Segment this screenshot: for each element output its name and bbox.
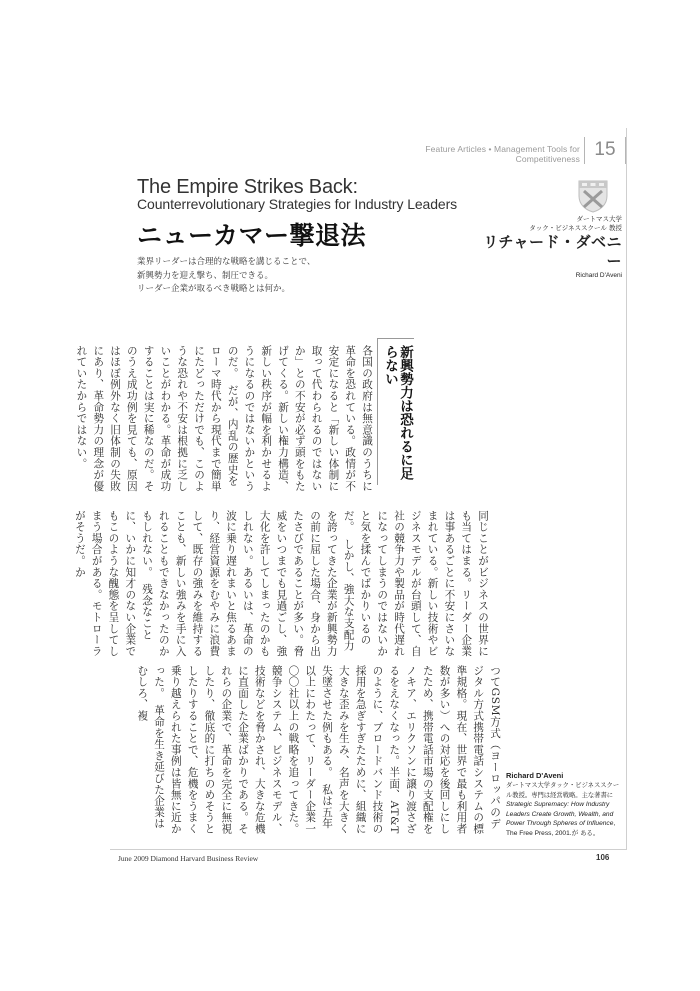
bio-text: ダートマス大学タック・ビジネススクール教授。専門は経営戦略。主な著書に bbox=[506, 782, 620, 799]
title-english-line2: Counterrevolutionary Strategies for Industry Leaders bbox=[137, 196, 458, 212]
lede-line: 新興勢力を迎え撃ち、制圧できる。 bbox=[137, 270, 274, 281]
section-heading-box bbox=[377, 338, 414, 485]
author-title: タック・ビジネススクール 教授 bbox=[529, 224, 622, 232]
body-text-upper: 各国の政府は無意識のうちに革命を恐れている。政情が不安定になると「新しい体制に取って代わられるのではないか」との不安が必ず頭をもたげてくる。新しい権力構造、新しい秩序が幅を利かせるようになるのではないかというのだ。 だが、内乱の歴史をローマ時代から現代まで簡単にたどっただけでも、このような恐れや不安は根拠に乏しいことがわかる。革命が成功することは実に稀なのだ。そのうえ成功例を見ても、原因はほぼ例外なく旧体制の失敗にあり、革命勢力の理念が優れていたからではない。 bbox=[75, 345, 373, 492]
author-affiliation: ダートマス大学 bbox=[576, 215, 622, 223]
author-name-japanese: リチャード・ダベニー bbox=[483, 233, 622, 270]
bio-name: Richard D'Aveni bbox=[506, 771, 564, 780]
body-text-lower: つてGSM方式（ヨーロッパのデジタル方式携帯電話システムの標準規格。現在、世界で最も利用者数が多い）への対応を後回しにしたため、携帯電話市場の支配権をノキア、エリクソンに譲り渡さざるをえなくなった。半面、AT&Tのように、ブロードバンド技術の採用を急ぎすぎたために、組織に大きな歪みを生み、名声を大きく失墜させた例もある。 私は五年以上にわたって、リーダー企業一〇〇社以上の戦略を追ってきた。競争システム、ビジネスモデル、技術などを脅かされ、大きな危機に直面した企業ばかりである。それらの企業で、革命を完全に無視したり、徹底的に打ちのめそうとしたりすることで、危機をうまく乗り越えられた事例は皆無に近かった。 革命を生き延びた企業はむしろ、複 bbox=[136, 665, 501, 835]
author-name-english: Richard D'Aveni bbox=[575, 272, 622, 279]
lede-line: リーダー企業が取るべき戦略とは何か。 bbox=[137, 284, 291, 294]
section-number-box bbox=[584, 137, 626, 164]
lede bbox=[137, 256, 315, 297]
title-english-line1: The Empire Strikes Back: bbox=[137, 176, 358, 198]
section-heading: 新興勢力は恐れるに足らない bbox=[382, 345, 413, 480]
body-text-middle: 同じことがビジネスの世界にも当てはまる。リーダー企業は事あるごとに不安にさいなまれている。新しい技術やビジネスモデルが台頭して、自社の競争力や製品が時代遅れになってしまうのではないかと気を揉んでばかりいるのだ。 しかし、強大な支配力を誇ってきた企業が新興勢力の前に屈した場合、身から出たさびであることが多い。脅威をいつまでも見過ごし、強大化を許してしまったのかもしれない。あるいは、革命の波に乗り遅れまいと焦るあまり、経営資源をむやみに浪費して、既存の強みを維持することも、新しい強みを手に入れることもできなかったのかもしれない。 残念なことに、いかに知才のない企業でもこのような醜態を呈してしまう場合がある。モトローラがそうだ。か bbox=[73, 510, 489, 657]
title-japanese: ニューカマー撃退法 bbox=[137, 221, 367, 250]
section-number: 15 bbox=[594, 139, 616, 160]
author-block bbox=[470, 215, 622, 280]
footer-page-number: 106 bbox=[596, 853, 610, 862]
bio-publisher: , The Free Press, 2001.が bbox=[506, 820, 616, 837]
shield-crest-icon bbox=[578, 180, 608, 213]
lede-line: 業界リーダーは合理的な戦略を講じることで、 bbox=[137, 257, 316, 267]
bio-book-title: Strategic Supremacy: How Industry Leaders Create Growth, Wealth, and Power Through Spheres of Influence bbox=[506, 801, 614, 828]
author-bio bbox=[506, 770, 622, 839]
footer-issue: June 2009 Diamond Harvard Business Review bbox=[118, 854, 259, 863]
bio-text-end: ある。 bbox=[580, 829, 600, 837]
running-head: Feature Articles • Management Tools for Competitiveness bbox=[425, 144, 580, 164]
